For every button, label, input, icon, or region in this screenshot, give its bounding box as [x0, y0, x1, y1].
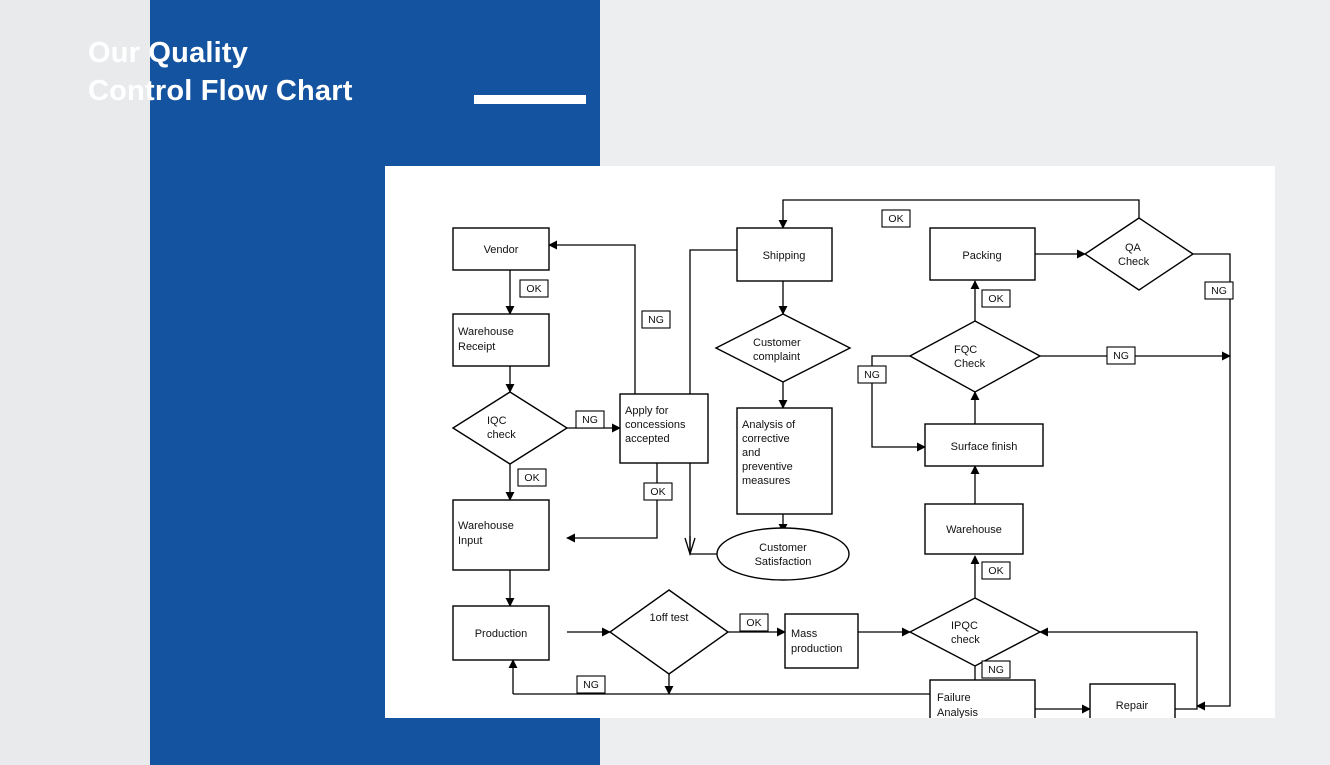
- node-analysis-measures-label-3: and: [742, 447, 761, 459]
- node-failure-analysis-label-1: Failure: [937, 692, 971, 704]
- node-ipqc-check-label-2: check: [951, 634, 980, 646]
- edge-label-text: OK: [746, 617, 762, 629]
- edge-label-text: OK: [988, 565, 1004, 577]
- node-iqc-check: [453, 392, 567, 464]
- edge-label-text: NG: [583, 679, 599, 691]
- edge-label-text: NG: [648, 314, 664, 326]
- edge-label-ok-1off: [740, 614, 768, 631]
- node-iqc-check-label-2: check: [487, 429, 516, 441]
- node-qa-check-label-2: Check: [1118, 256, 1150, 268]
- node-mass-production-label-1: Mass: [791, 628, 818, 640]
- edge-label-ng-iqc: [576, 411, 604, 428]
- node-fqc-check-label-1: FQC: [954, 344, 978, 356]
- node-analysis-measures-label-4: preventive: [742, 461, 793, 473]
- node-ipqc-check: [910, 598, 1040, 666]
- node-1off-test-label: 1off test: [649, 612, 689, 624]
- node-fqc-check-label-2: Check: [954, 358, 986, 370]
- page-title-line-2: Control Flow Chart: [88, 75, 353, 108]
- edge-label-ng-concessions-vendor: [642, 311, 670, 328]
- edge-label-ng-fqc-left: [858, 366, 886, 383]
- node-apply-concessions-label-3: accepted: [625, 433, 670, 445]
- edge-label-text: OK: [524, 472, 540, 484]
- edge-label-ok-warehouse-ipqc: [982, 562, 1010, 579]
- page-title-line-1: Our Quality: [88, 37, 249, 69]
- flowchart-card: [385, 166, 1275, 718]
- edge-label-ng-ipqc: [982, 661, 1010, 678]
- quality-control-flowchart: [385, 166, 1275, 718]
- edge-label-ok-vendor-warehouse: [520, 280, 548, 297]
- edge-label-text: NG: [864, 369, 880, 381]
- node-analysis-measures-label-5: measures: [742, 475, 791, 487]
- node-analysis-measures-label-2: corrective: [742, 433, 790, 445]
- edge-label-ok-packing-qa: [882, 210, 910, 227]
- node-customer-satisfaction-label-1: Customer: [759, 542, 807, 554]
- node-analysis-measures-label-1: Analysis of: [742, 419, 796, 431]
- edge-label-ng-qa: [1205, 282, 1233, 299]
- node-1off-test: [610, 590, 728, 674]
- node-qa-check-label-1: QA: [1125, 242, 1141, 254]
- edge-label-text: OK: [888, 213, 904, 225]
- node-apply-concessions-label-1: Apply for: [625, 405, 669, 417]
- edge-label-ok-concessions-input: [644, 483, 672, 500]
- node-customer-complaint-label-1: Customer: [753, 337, 801, 349]
- node-warehouse-receipt: [453, 314, 549, 366]
- edge-label-ng-production: [577, 676, 605, 693]
- flowchart-canvas: [385, 166, 1275, 718]
- edge-label-text: NG: [1211, 285, 1227, 297]
- edge-label-text: OK: [650, 486, 666, 498]
- edge-label-ok-iqc: [518, 469, 546, 486]
- node-warehouse-input-label-1: Warehouse: [458, 520, 514, 532]
- node-customer-satisfaction: [717, 528, 849, 580]
- edge-label-text: NG: [988, 664, 1004, 676]
- edge-label-ok-fqc-packing: [982, 290, 1010, 307]
- node-mass-production: [785, 614, 858, 668]
- node-packing-label: Packing: [962, 250, 1002, 262]
- node-ipqc-check-label-1: IPQC: [951, 620, 978, 632]
- left-margin-strip: [0, 0, 150, 765]
- node-production-label: Production: [474, 628, 528, 640]
- node-warehouse-input-label-2: Input: [458, 535, 483, 547]
- node-repair-label: Repair: [1115, 700, 1149, 712]
- node-mass-production-label-2: production: [791, 643, 843, 655]
- node-failure-analysis-label-2: Analysis: [937, 707, 978, 718]
- edge-label-text: OK: [526, 283, 542, 295]
- node-shipping-label: Shipping: [762, 250, 806, 262]
- edge-label-ng-fqc-right: [1107, 347, 1135, 364]
- node-warehouse-receipt-label-2: Receipt: [458, 341, 496, 353]
- node-customer-complaint-label-2: complaint: [753, 351, 801, 363]
- edge-label-text: OK: [988, 293, 1004, 305]
- title-underline-rule: [474, 95, 586, 104]
- page-title: [88, 34, 508, 111]
- node-warehouse-label: Warehouse: [946, 524, 1002, 536]
- node-fqc-check: [910, 321, 1040, 392]
- node-apply-concessions-label-2: concessions: [625, 419, 686, 431]
- node-warehouse-receipt-label-1: Warehouse: [458, 326, 514, 338]
- node-vendor-label: Vendor: [483, 244, 519, 256]
- node-customer-satisfaction-label-2: Satisfaction: [754, 556, 812, 568]
- node-iqc-check-label-1: IQC: [487, 415, 507, 427]
- edge-label-text: NG: [1113, 350, 1129, 362]
- node-surface-finish-label: Surface finish: [950, 441, 1018, 453]
- edge-label-text: NG: [582, 414, 598, 426]
- node-qa-check: [1085, 218, 1193, 290]
